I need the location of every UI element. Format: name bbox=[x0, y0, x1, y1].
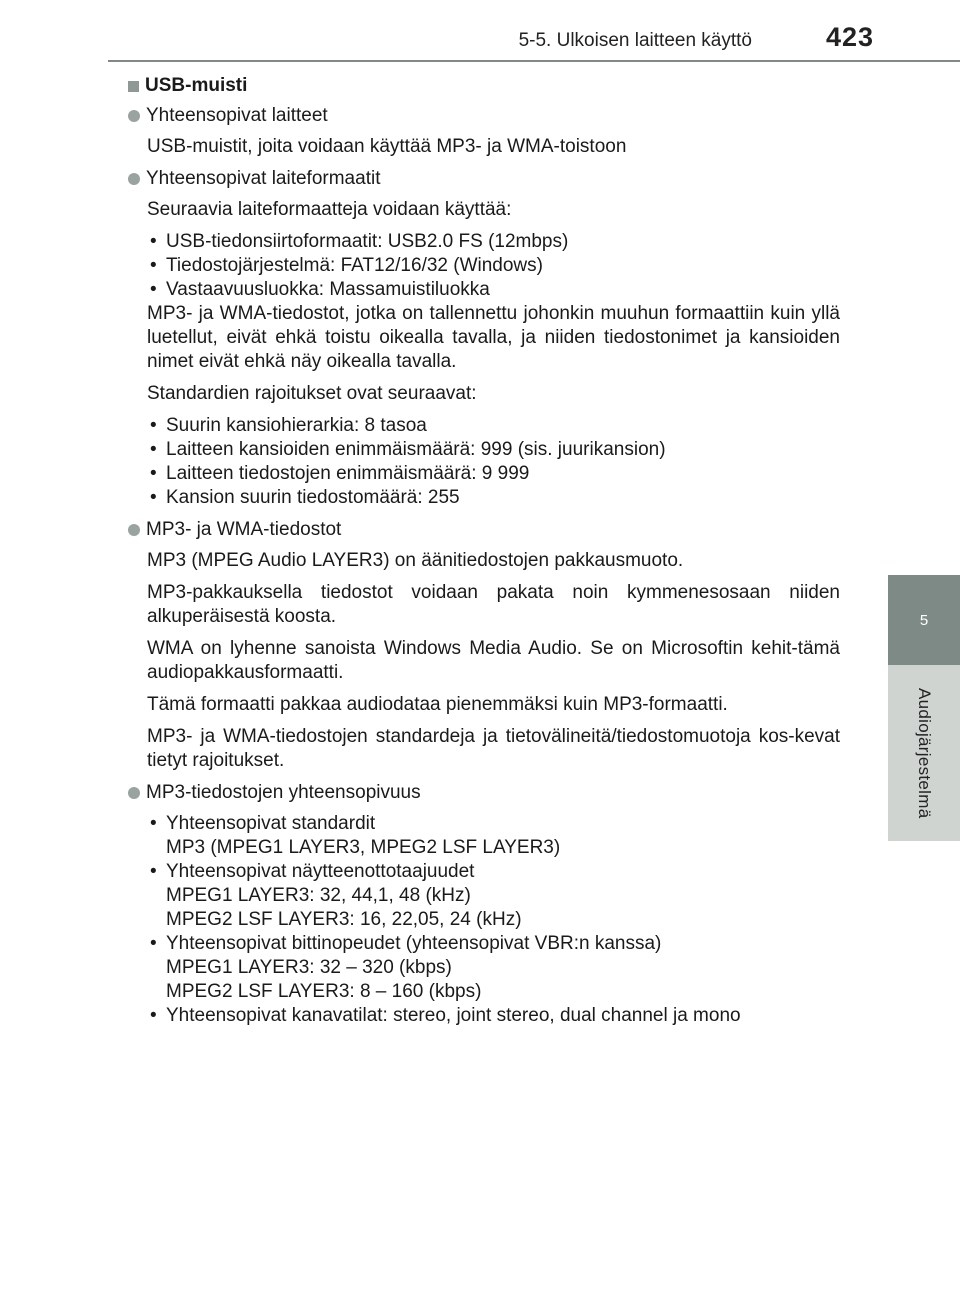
page-header bbox=[0, 0, 960, 62]
list-item-detail: MPEG2 LSF LAYER3: 16, 22,05, 24 (kHz) bbox=[166, 909, 522, 930]
subsection-heading bbox=[128, 167, 840, 191]
paragraph: MP3-pakkauksella tiedostot voidaan pakata noin kymmenesosaan niiden alkuperäisestä koosta. bbox=[147, 582, 840, 627]
chapter-number: 5 bbox=[919, 611, 929, 629]
list-item bbox=[147, 812, 840, 860]
page-content bbox=[128, 74, 840, 1036]
list-item-label: • Yhteensopivat standardit bbox=[166, 813, 376, 834]
list-item-detail: MP3 (MPEG1 LAYER3, MPEG2 LSF LAYER3) bbox=[166, 837, 561, 858]
paragraph: USB-muistit, joita voidaan käyttää MP3- ja WMA-toistoon bbox=[147, 136, 627, 157]
list-item: • Vastaavuusluokka: Massamuistiluokka bbox=[147, 278, 840, 302]
page-number: 423 bbox=[825, 22, 874, 52]
list-item-detail: MPEG1 LAYER3: 32, 44,1, 48 (kHz) bbox=[166, 885, 471, 906]
circle-bullet-icon bbox=[128, 173, 140, 185]
paragraph: Standardien rajoitukset ovat seuraavat: bbox=[147, 383, 477, 404]
header-divider bbox=[108, 60, 960, 62]
subsection-heading bbox=[128, 518, 840, 542]
paragraph: MP3 (MPEG Audio LAYER3) on äänitiedostojen pakkausmuoto. bbox=[147, 550, 684, 571]
paragraph: Seuraavia laiteformaatteja voidaan käyttää: bbox=[147, 199, 512, 220]
subsection-title: MP3-tiedostojen yhteensopivuus bbox=[146, 782, 421, 803]
paragraph: Tämä formaatti pakkaa audiodataa pienemmäksi kuin MP3-formaatti. bbox=[147, 694, 728, 715]
list-item: • USB-tiedonsiirtoformaatit: USB2.0 FS (12mbps) bbox=[147, 230, 840, 254]
square-bullet-icon bbox=[128, 81, 139, 92]
section-header-title: 5-5. Ulkoisen laitteen käyttö bbox=[518, 30, 752, 51]
subsection-title: Yhteensopivat laitteet bbox=[146, 105, 328, 126]
list-item: • Tiedostojärjestelmä: FAT12/16/32 (Windows) bbox=[147, 254, 840, 278]
section-heading bbox=[128, 74, 840, 98]
subsection-title: MP3- ja WMA-tiedostot bbox=[146, 519, 342, 540]
list-item-detail: MPEG1 LAYER3: 32 – 320 (kbps) bbox=[166, 957, 452, 978]
paragraph: WMA on lyhenne sanoista Windows Media Audio. Se on Microsoftin kehit-tämä audiopakkausformaatti. bbox=[147, 638, 840, 683]
subsection-heading bbox=[128, 104, 840, 128]
subsection-heading bbox=[128, 781, 840, 805]
bullet-list bbox=[128, 414, 840, 510]
list-item-detail: MPEG2 LSF LAYER3: 8 – 160 (kbps) bbox=[166, 981, 482, 1002]
chapter-label-tab bbox=[888, 665, 960, 841]
list-item: • Kansion suurin tiedostomäärä: 255 bbox=[147, 486, 840, 510]
circle-bullet-icon bbox=[128, 110, 140, 122]
list-item bbox=[147, 1004, 840, 1028]
bullet-list bbox=[128, 812, 840, 1028]
circle-bullet-icon bbox=[128, 787, 140, 799]
paragraph: MP3- ja WMA-tiedostojen standardeja ja tietovälineitä/tiedostomuotoja kos-kevat tietyt rajoitukset. bbox=[147, 726, 840, 771]
list-item bbox=[147, 932, 840, 1004]
list-item-label: • Yhteensopivat kanavatilat: stereo, joint stereo, dual channel ja mono bbox=[166, 1005, 741, 1026]
chapter-tab[interactable] bbox=[888, 575, 960, 665]
chapter-label: Audiojärjestelmä bbox=[915, 687, 934, 819]
bullet-list bbox=[128, 230, 840, 302]
list-item: • Suurin kansiohierarkia: 8 tasoa bbox=[147, 414, 840, 438]
list-item: • Laitteen kansioiden enimmäismäärä: 999 (sis. juurikansion) bbox=[147, 438, 840, 462]
list-item bbox=[147, 860, 840, 932]
circle-bullet-icon bbox=[128, 524, 140, 536]
list-item: • Laitteen tiedostojen enimmäismäärä: 9 999 bbox=[147, 462, 840, 486]
list-item-label: • Yhteensopivat näytteenottotaajuudet bbox=[166, 861, 475, 882]
section-title: USB-muisti bbox=[145, 75, 248, 96]
subsection-title: Yhteensopivat laiteformaatit bbox=[146, 168, 381, 189]
list-item-label: • Yhteensopivat bittinopeudet (yhteensopivat VBR:n kanssa) bbox=[166, 933, 662, 954]
paragraph: MP3- ja WMA-tiedostot, jotka on tallennettu johonkin muuhun formaattiin kuin yllä luetellut, eivät ehkä toistu oikealla tavalla, ja niiden tiedostonimet ja kansioiden nimet eivät ehkä näy oikealla tavalla. bbox=[147, 303, 840, 372]
